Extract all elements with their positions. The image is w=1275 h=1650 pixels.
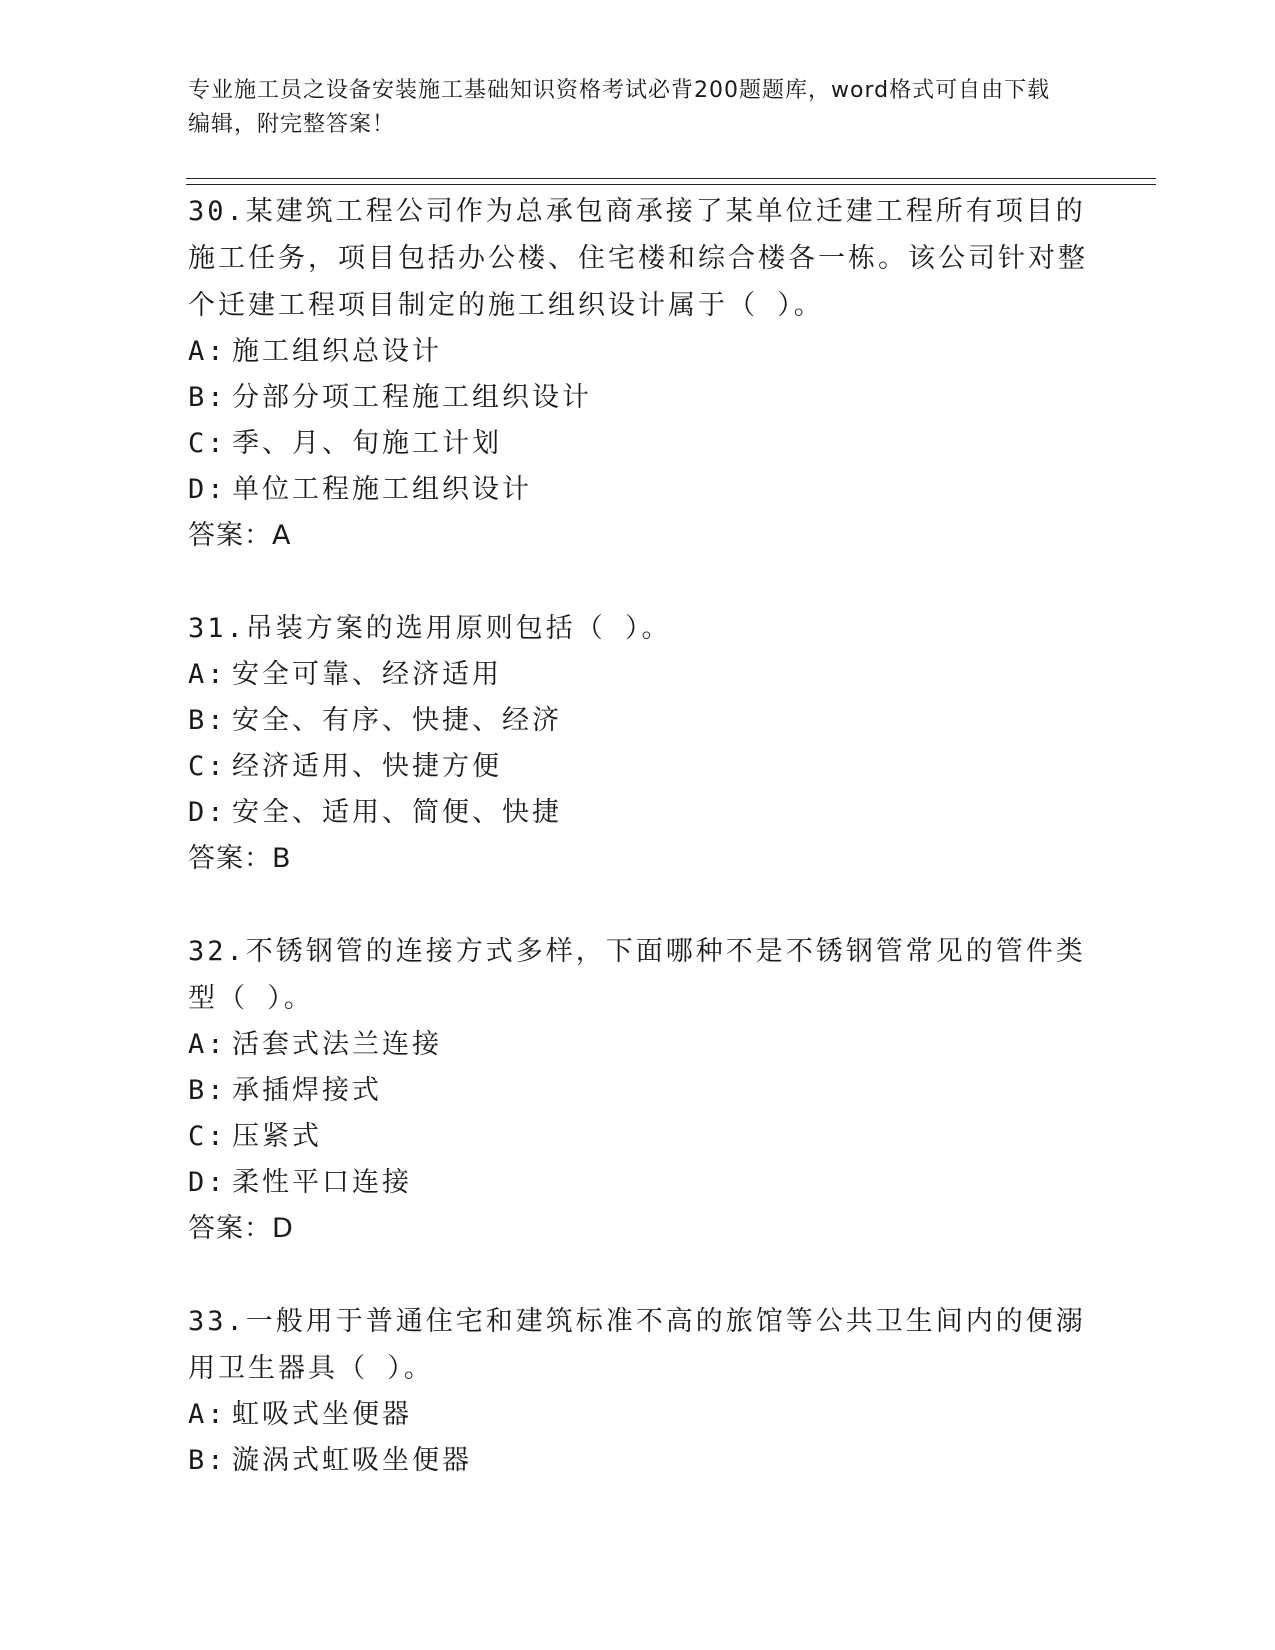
- answer-label: 答案：: [188, 843, 272, 874]
- option-key: B:: [188, 1075, 227, 1106]
- option-c: [188, 421, 1108, 467]
- option-text: 安全、适用、简便、快捷: [232, 797, 562, 828]
- option-text: 承插焊接式: [232, 1075, 382, 1106]
- option-key: D:: [188, 797, 227, 828]
- answer-value: D: [272, 1213, 294, 1244]
- option-c: [188, 1114, 1108, 1160]
- option-key: A:: [188, 336, 227, 367]
- header-divider-top: [186, 178, 1156, 179]
- option-key: D:: [188, 474, 227, 505]
- option-key: B:: [188, 382, 227, 413]
- option-text: 分部分项工程施工组织设计: [232, 382, 592, 413]
- option-key: C:: [188, 751, 227, 782]
- option-text: 单位工程施工组织设计: [232, 474, 532, 505]
- question-stem: 32.不锈钢管的连接方式多样，下面哪种不是不锈钢管常见的管件类型（ ）。: [188, 936, 1086, 1014]
- option-a: [188, 1022, 1108, 1068]
- answer-line: [188, 513, 1108, 559]
- option-text: 季、月、旬施工计划: [232, 428, 502, 459]
- option-text: 经济适用、快捷方便: [232, 751, 502, 782]
- option-a: [188, 652, 1108, 698]
- option-text: 虹吸式坐便器: [232, 1399, 412, 1430]
- question-32: [188, 928, 1108, 1252]
- option-text: 柔性平口连接: [232, 1167, 412, 1198]
- answer-line: [188, 1206, 1108, 1252]
- option-text: 压紧式: [232, 1121, 322, 1152]
- option-text: 施工组织总设计: [232, 336, 442, 367]
- option-d: [188, 467, 1108, 513]
- option-b: [188, 375, 1108, 421]
- option-a: [188, 329, 1108, 375]
- option-b: [188, 1438, 1108, 1484]
- option-key: B:: [188, 705, 227, 736]
- question-stem: 33.一般用于普通住宅和建筑标准不高的旅馆等公共卫生间内的便溺用卫生器具（ ）。: [188, 1306, 1086, 1384]
- question-stem: 31.吊装方案的选用原则包括（ ）。: [188, 613, 672, 644]
- question-31: [188, 605, 1108, 882]
- question-33: [188, 1298, 1108, 1484]
- option-d: [188, 1160, 1108, 1206]
- answer-label: 答案：: [188, 520, 272, 551]
- option-a: [188, 1392, 1108, 1438]
- option-key: B:: [188, 1445, 227, 1476]
- option-text: 安全、有序、快捷、经济: [232, 705, 562, 736]
- option-key: C:: [188, 428, 227, 459]
- option-key: D:: [188, 1167, 227, 1198]
- option-text: 漩涡式虹吸坐便器: [232, 1445, 472, 1476]
- question-stem: 30.某建筑工程公司作为总承包商承接了某单位迁建工程所有项目的施工任务，项目包括办公楼、住宅楼和综合楼各一栋。该公司针对整个迁建工程项目制定的施工组织设计属于（ ）。: [188, 196, 1088, 321]
- document-header: 专业施工员之设备安装施工基础知识资格考试必背200题题库，word格式可自由下载编辑，附完整答案！: [188, 78, 1051, 137]
- option-key: C:: [188, 1121, 227, 1152]
- option-key: A:: [188, 1029, 227, 1060]
- option-key: A:: [188, 1399, 227, 1430]
- option-b: [188, 698, 1108, 744]
- question-list: [188, 188, 1108, 1530]
- option-b: [188, 1068, 1108, 1114]
- answer-line: [188, 836, 1108, 882]
- option-d: [188, 790, 1108, 836]
- option-c: [188, 744, 1108, 790]
- option-text: 安全可靠、经济适用: [232, 659, 502, 690]
- header-divider-bottom: [186, 184, 1156, 185]
- option-key: A:: [188, 659, 227, 690]
- answer-label: 答案：: [188, 1213, 272, 1244]
- answer-value: B: [272, 843, 292, 874]
- question-30: [188, 188, 1108, 559]
- option-text: 活套式法兰连接: [232, 1029, 442, 1060]
- answer-value: A: [272, 520, 292, 551]
